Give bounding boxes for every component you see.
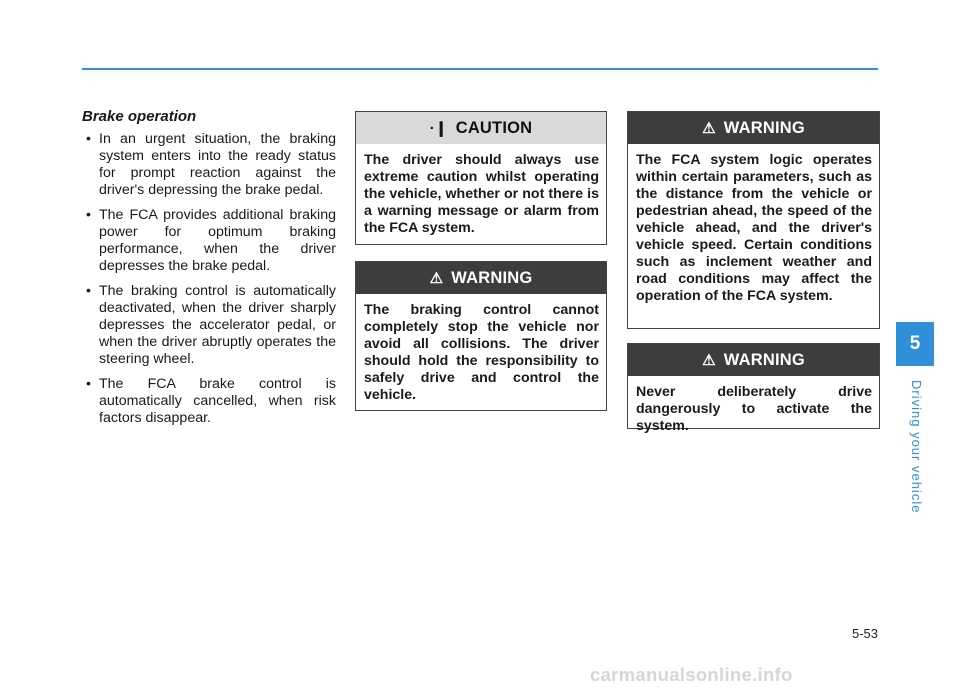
page-number: 5-53 [851,626,878,641]
warning-triangle-icon: ⚠ [429,269,444,287]
caution-header [356,112,606,144]
list-item: • The FCA brake control is automatically cancelled, when risk factors disappear. [82,376,336,427]
list-item: • The FCA provides additional braking power for optimum braking performance, when the driver depresses the brake pedal. [82,207,336,275]
caution-title: CAUTION [455,118,533,137]
warning-box-deliberate [627,343,880,434]
chapter-label: Driving your vehicle [909,380,924,514]
header-rule [82,68,878,70]
warning-title: WARNING [451,268,533,287]
list-item: • In an urgent situation, the braking system enters into the ready status for prompt reaction against the driver's depressing the brake pedal. [82,131,336,199]
warning-title: WARNING [723,118,805,137]
chapter-number: 5 [909,333,921,354]
warning-header [628,344,879,376]
section-title: Brake operation [82,108,197,125]
brake-operation-section [82,108,336,435]
warning-text: The FCA system logic operates within certain parameters, such as the distance from the vehicle or pedestrian ahead, the speed of the vehicle ahead, and the driver's vehicle speed. Certain conditions such as inclement weather and road conditions may affect the operation of the FCA system. [636,152,872,304]
caution-text: The driver should always use extreme caution whilst operating the vehicle, whether or not there is a warning message or alarm from the FCA system. [364,152,599,236]
warning-triangle-icon: ⚠ [702,351,716,369]
list-item: • The braking control is automatically deactivated, when the driver sharply depresses the accelerator pedal, or when the driver abruptly operates the steering wheel. [82,283,336,368]
warning-triangle-icon: ⚠ [702,119,716,137]
chapter-tab [896,322,934,366]
caution-box [355,111,607,245]
watermark: carmanualsonline.info [590,664,793,685]
warning-text: Never deliberately drive dangerously to activate the system. [636,384,872,434]
bullet-list [82,131,336,427]
warning-title: WARNING [723,350,805,369]
warning-text: The braking control cannot completely stop the vehicle nor avoid all collisions. The driver should hold the responsibility to safely drive and control the vehicle. [364,302,599,403]
warning-box-braking [355,261,607,411]
warning-header [356,262,606,294]
warning-box-logic [627,111,880,329]
exclamation-icon: ·❙ [429,119,448,137]
warning-header [628,112,879,144]
